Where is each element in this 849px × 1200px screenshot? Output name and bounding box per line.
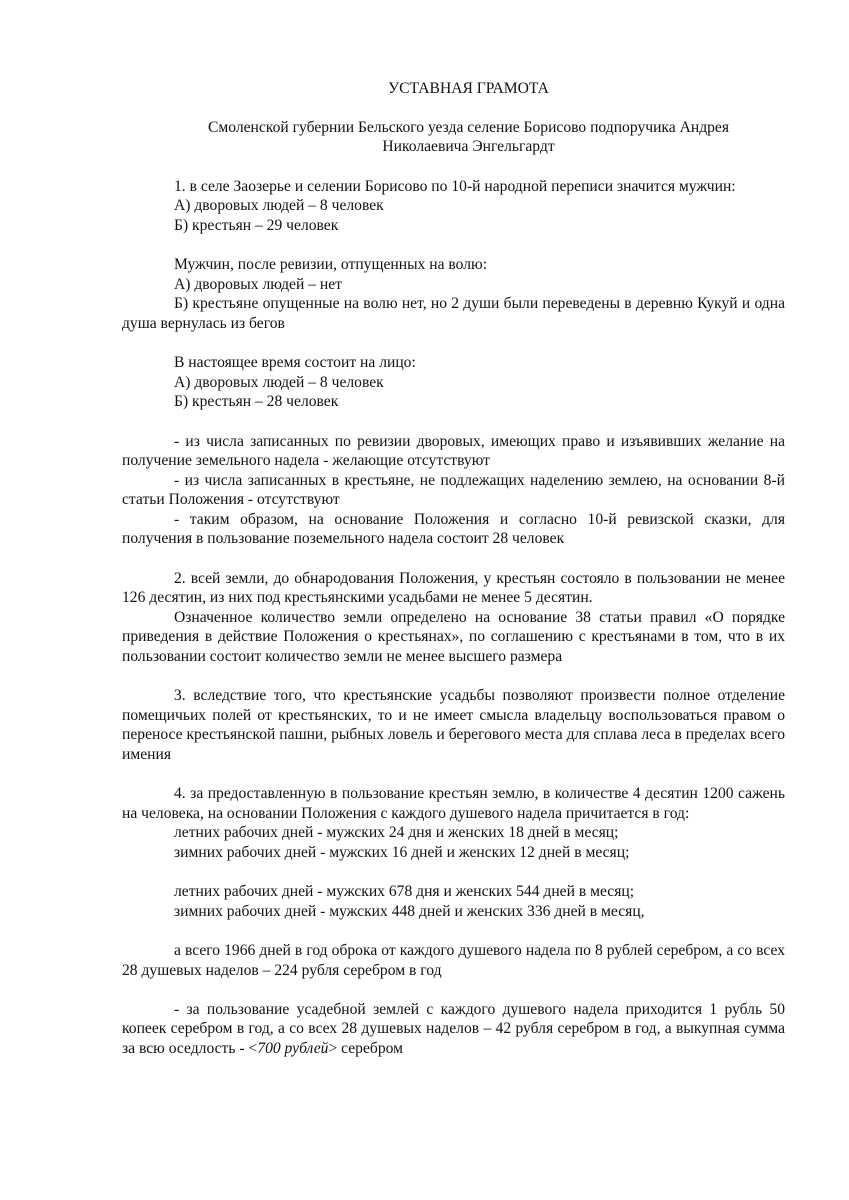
homestead-amount: 700 рублей [257, 1039, 329, 1057]
section-2-paragraph: Означенное количество земли определено на основание 38 статьи правил «О порядке приведения в действие Положения о крестьянах», по соглашению с крестьянами в том, что в их пользовании состоит количество земли не менее высшего размера [122, 608, 785, 666]
per-share-line: зимних рабочих дней - мужских 16 дней и женских 12 дней в месяц; [174, 843, 630, 861]
homestead-text: - за пользование усадебной землей с каждого душевого надела приходится 1 рубль 50 копеек серебром в год, а со всех 28 душевых наделов – 42 рубля серебром в год, а выкупная сумма за всю оседлость - < [122, 1000, 785, 1057]
note-paragraph: - из числа записанных по ревизии дворовых, имеющих право и изъявивших желание на получение земельного надела - желающие отсутствуют [122, 432, 785, 470]
note-paragraph: - из числа записанных в крестьяне, не подлежащих наделению землею, на основании 8-й статьи Положения - отсутствуют [122, 471, 785, 509]
present-item-b: Б) крестьян – 28 человек [174, 393, 339, 411]
section-1-item-b: Б) крестьян – 29 человек [174, 216, 339, 234]
document-title: УСТАВНАЯ ГРАМОТА [388, 80, 549, 97]
total-line: зимних рабочих дней - мужских 448 дней и женских 336 дней в месяц, [174, 902, 645, 920]
freed-intro: Мужчин, после ревизии, отпущенных на волю: [174, 256, 488, 274]
section-3-paragraph: 3. вследствие того, что крестьянские усадьбы позволяют произвести полное отделение помещичьих полей от крестьянских, то и не имеет смысла владельцу воспользоваться правом о переносе крестьянской пашни, рыбных ловель и берегового места для сплава леса в пределах всего имения [122, 687, 785, 763]
homestead-paragraph [122, 1000, 785, 1059]
freed-item-a: А) дворовых людей – нет [174, 275, 342, 293]
present-intro: В настоящее время состоит на лицо: [174, 354, 416, 372]
total-line: летних рабочих дней - мужских 678 дня и женских 544 дней в месяц; [174, 883, 635, 901]
document-subtitle [122, 118, 785, 157]
per-share-line: летних рабочих дней - мужских 24 дня и женских 18 дней в месяц; [174, 824, 619, 842]
note-paragraph: - таким образом, на основание Положения и согласно 10-й ревизской сказки, для получения в пользование поземельного надела состоит 28 человек [122, 510, 785, 548]
subtitle-line-1: Смоленской губернии Бельского уезда селение Борисово подпоручика Андрея [207, 118, 730, 136]
section-2-paragraph: 2. всей земли, до обнародования Положения, у крестьян состояло в пользовании не менее 126 десятин, из них под крестьянскими усадьбами не менее 5 десятин. [122, 569, 785, 607]
section-4-intro: 4. за предоставленную в пользование крестьян землю, в количестве 4 десятин 1200 сажень на человека, на основании Положения с каждого душевого надела причитается в год: [122, 785, 785, 822]
homestead-tail: > серебром [328, 1039, 403, 1057]
section-1-item-a: А) дворовых людей – 8 человек [174, 197, 384, 215]
subtitle-line-2: Николаевича Энгельгардт [382, 138, 555, 156]
present-item-a: А) дворовых людей – 8 человек [174, 373, 384, 391]
freed-item-b: Б) крестьяне опущенные на волю нет, но 2 души были переведены в деревню Кукуй и одна душа вернулась из бегов [122, 295, 785, 332]
section-1-intro: 1. в селе Заозерье и селении Борисово по 10-й народной переписи значится мужчин: [174, 177, 736, 195]
section-4-sum: а всего 1966 дней в год оброка от каждого душевого надела по 8 рублей серебром, а со всех 28 душевых наделов – 224 рубля серебром в год [122, 941, 785, 979]
